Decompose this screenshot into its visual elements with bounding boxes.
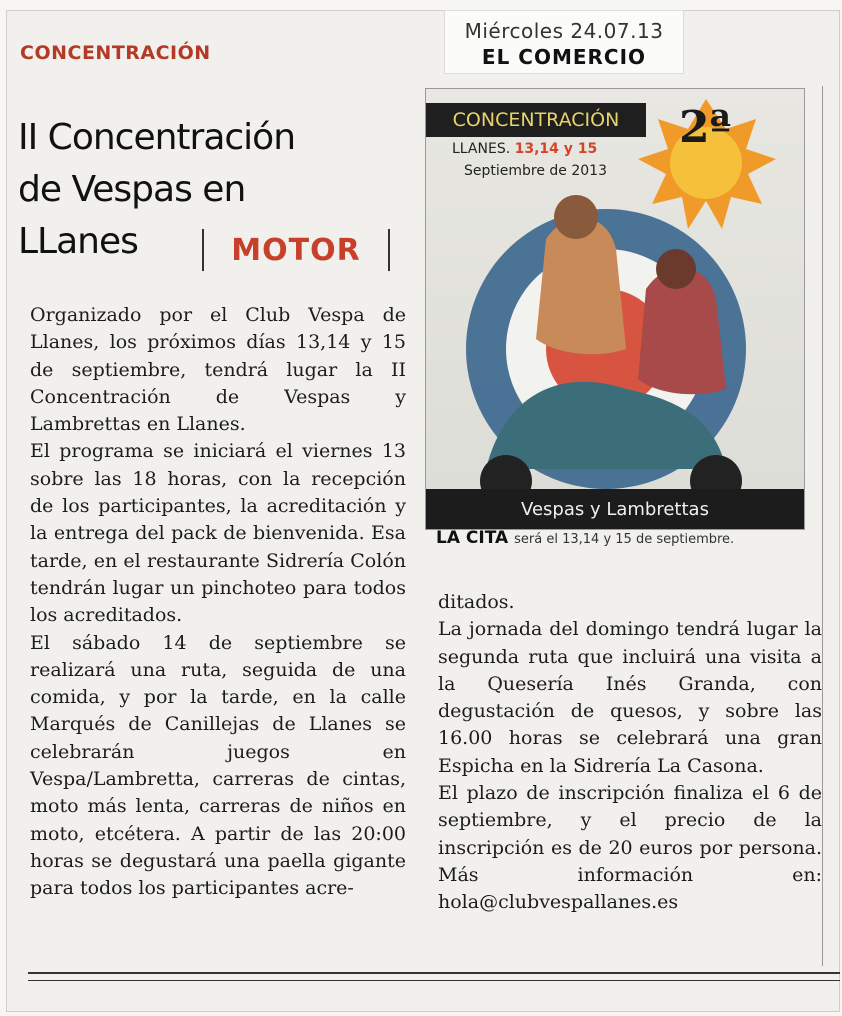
header-paper-name: EL COMERCIO [481,45,647,69]
bottom-rule [28,980,840,981]
newspaper-header [444,10,684,74]
paragraph: El programa se iniciará el viernes 13 sobre las 18 horas, con la recepción de los participantes, la acreditación y la entrega del pack de bienvenida. Esa tarde, en el restaurante Sidrería Colón tendrán lugar un pinchoteo para todos los acreditados. [30,440,406,627]
bottom-rule [28,972,840,974]
poster-month: Septiembre de 2013 [464,163,607,179]
paragraph: La jornada del domingo tendrá lugar la segunda ruta que incluirá una visita a la Quesería Inés Granda, con degustación de quesos, y sobre las 16.00 horas se celebrará una gran Espicha en la Sidrería La Casona. [438,618,822,777]
poster-bottom-band: Vespas y Lambrettas [426,489,804,529]
section-label: CONCENTRACIÓN [20,42,211,64]
article-title: II Concentración de Vespas en LLanes [18,117,296,262]
poster-band: CONCENTRACIÓN [426,103,646,137]
paragraph: El sábado 14 de septiembre se realizará una ruta, seguida de una comida, y por la tarde, en la calle Marqués de Canillejas de Llanes se celebrarán juegos en Vespa/Lambretta, carreras de cintas, moto más lenta, carreras de niños en moto, etcétera. A partir de las 20:00 horas se degustará una paella gigante para todos los participantes acre- [30,631,406,900]
article-column-1 [30,302,406,903]
header-date: Miércoles 24.07.13 [464,19,664,43]
paragraph: El plazo de inscripción finaliza el 6 de septiembre, y el precio de la inscripción es de 20 euros por persona. Más información en: hola@clubvespallanes.es [438,782,822,914]
motor-tag: MOTOR [202,229,390,271]
photo-caption [436,528,806,548]
caption-text: será el 13,14 y 15 de septiembre. [514,532,735,547]
column-rule [822,86,823,966]
poster-place [452,141,597,157]
poster-badge: 2ª [678,101,732,153]
poster-place-name: LLANES. [452,141,511,157]
poster-dates: 13,14 y 15 [514,141,598,157]
paragraph: Organizado por el Club Vespa de Llanes, los próximos días 13,14 y 15 de septiembre, tendrá lugar la II Concentración de Vespas y Lambrettas en Llanes. [30,304,406,436]
article-column-2 [438,589,822,917]
paragraph: ditados. [438,591,515,613]
caption-lead: LA CITA [436,528,509,548]
event-poster-image [425,88,805,530]
